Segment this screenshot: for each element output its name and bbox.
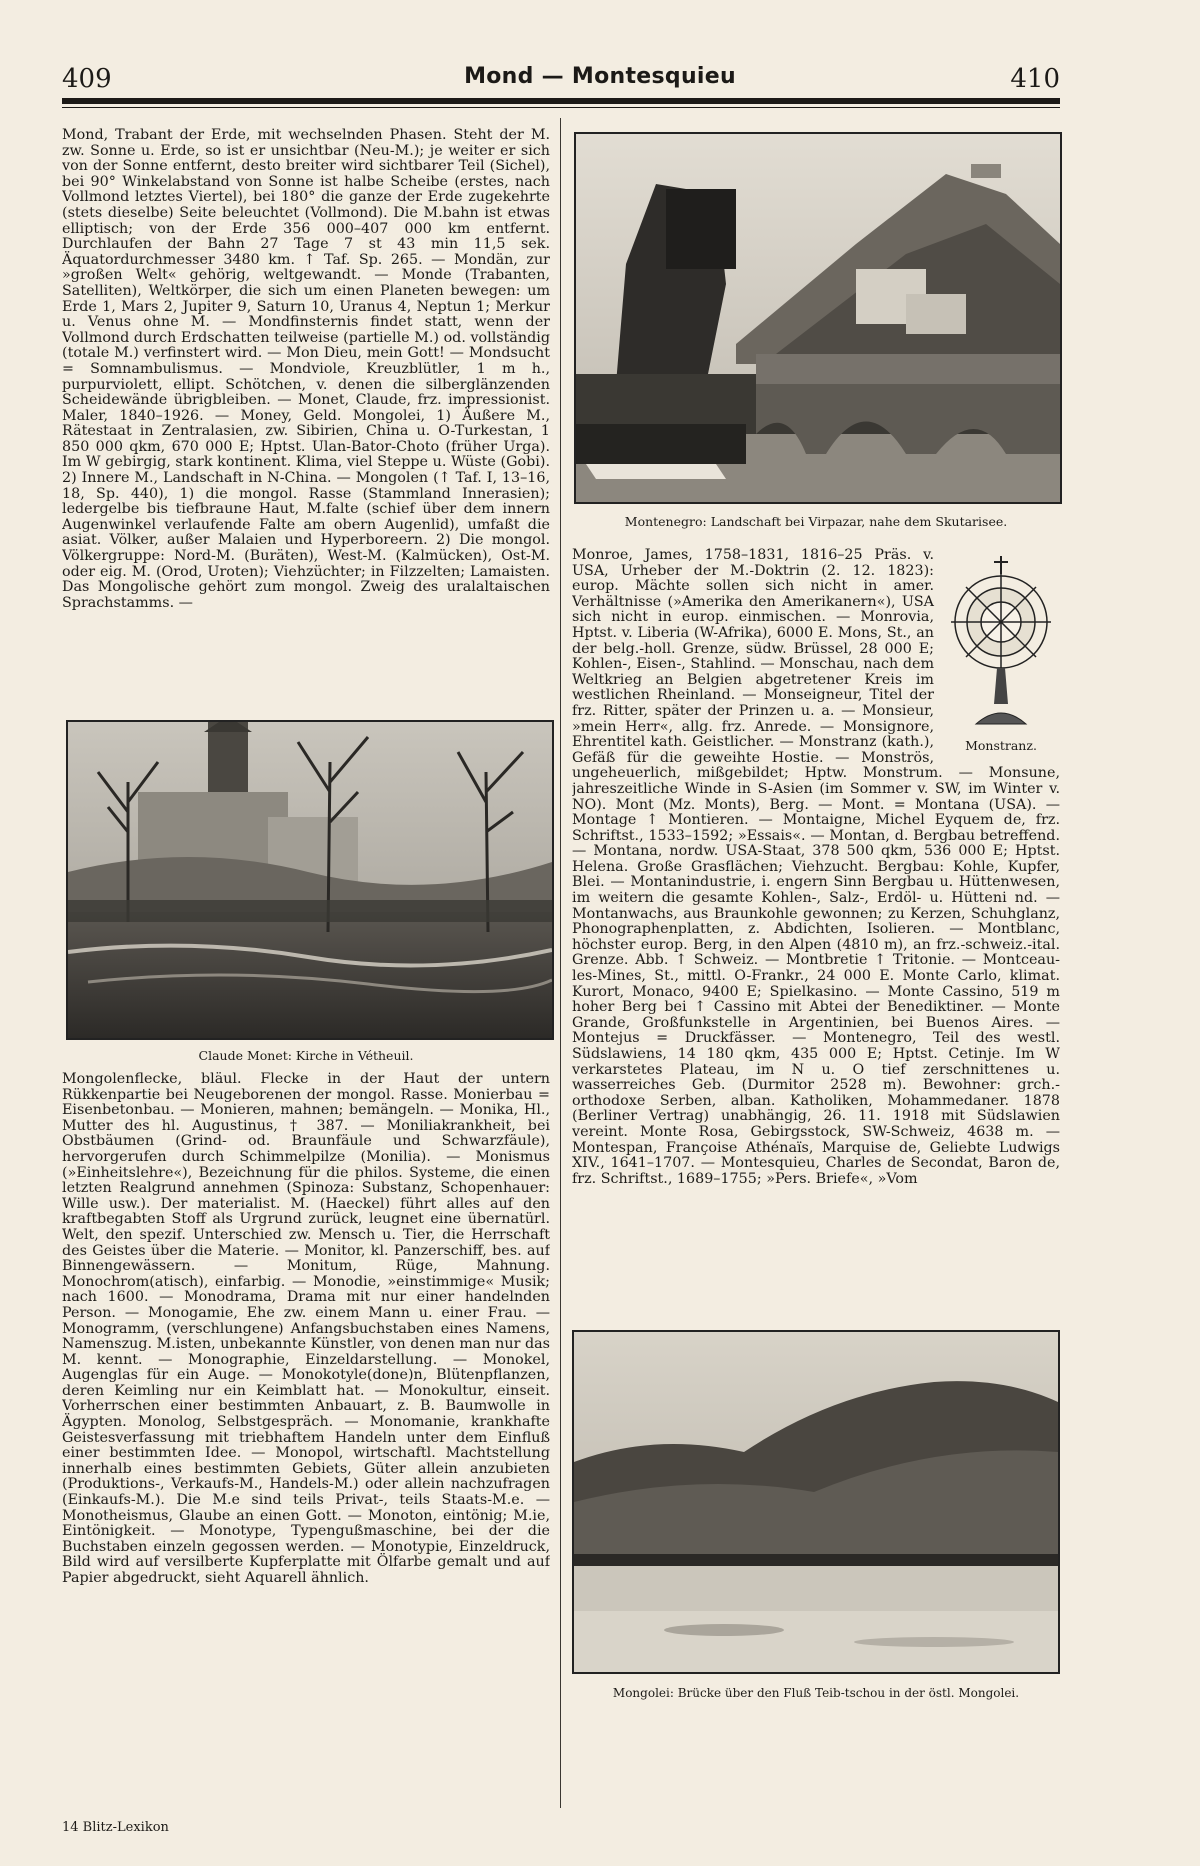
monstranz-illustration (942, 554, 1060, 759)
caption-montenegro: Montenegro: Landschaft bei Virpazar, nahe dem Skutarisee. (624, 514, 1008, 529)
entry-text-monroe: Monroe, James, 1758–1831, 1816–25 Präs. v. USA, Urheber der M.-Doktrin (2. 12. 1823): europ. Mächte sollen sich nicht in amer. Verhältnisse (»Amerika den Amerikanern«), USA sich nicht in europ. einmischen. — Monrovia, Hptst. v. Liberia (W-Afrika), 6000 E. Mons, St., an der belg.-holl. Grenze, südw. Brüssel, 28 000 E; Kohlen-, Eisen-, Stahlind. — Monschau, nach dem Weltkrieg an Belgien abgetretener Kreis im westlichen Rheinland. — Monseigneur, Titel der frz. Ritter, später der Prinzen u. a. — Monsieur, »mein Herr«, allg. frz. Anrede. — Monsignore, Ehrentitel kath. Geistlicher. — Monstranz (kath.), Gefäß für die geweihte Hostie. — Monströs, ungeheuerlich, mißgebildet; Hptw. Monstrum. — Monsune, jahreszeitliche Winde in S-Asien (im Sommer v. SW, im Winter v. NO). Mont (Mz. Monts), Berg. — Mont. = Montana (USA). — Montage ↑ Montieren. — Montaigne, Michel Eyquem de, frz. Schriftst., 1533–1592; »Essais«. — Montan, d. Bergbau betreffend. — Montana, nordw. USA-Staat, 378 500 qkm, 536 000 E; Hptst. Helena. Große Grasflächen; Viehzucht. Bergbau: Kohle, Kupfer, Blei. — Montanindustrie, i. engern Sinn Bergbau u. Hüttenwesen, im weitern die gesamte Kohlen-, Salz-, Erdöl- u. Hütteni nd. — Montanwachs, aus Braunkohle gewonnen; zu Kerzen, Schuhglanz, Phonographenplatten, z. Abdichten, Isolieren. — Montblanc, höchster europ. Berg, in den Alpen (4810 m), an frz.-schweiz.-ital. Grenze. Abb. ↑ Schweiz. — Montbretie ↑ Tritonie. — Montceau-les-Mines, St., mittl. O-Frankr., 24 000 E. Monte Carlo, klimat. Kurort, Monaco, 9400 E; Spielkasino. — Monte Cassino, 519 m hoher Berg bei ↑ Cassino mit Abtei der Benediktiner. — Monte Grande, Großfunkstelle in Argentinien, bei Buenos Aires. — Montejus = Druckfässer. — Montenegro, Teil des westl. Südslawiens, 14 180 qkm, 435 000 E; Hptst. Cetinje. Im W verkarstetes Plateau, im N u. O tief zerschnittenes u. wasserreiches Geb. (Durmitor 2528 m). Bewohner: grch.-orthodoxe Serben, alban. Katholiken, Mohammedaner. 1878 (Berliner Vertrag) unabhängig, 26. 11. 1918 mit Südslawien vereint. Monte Rosa, Gebirgsstock, SW-Schweiz, 4638 m. — Montespan, Françoise Athénaïs, Marquise de, Geliebte Ludwigs XIV., 1641–1707. — Montesquieu, Charles de Secondat, Baron de, frz. Schriftst., 1689–1755; »Pers. Briefe«, »Vom (572, 548, 1060, 1187)
entry-text-mongolenflecke: Mongolenflecke, bläul. Flecke in der Haut der untern Rükkenpartie bei Neugeborenen der mongol. Rasse. Monierbau = Eisenbetonbau. — Monieren, mahnen; bemängeln. — Monika, Hl., Mutter des hl. Augustinus, † 387. — Moniliakrankheit, bei Obstbäumen (Grind- od. Braunfäule und Schwarzfäule), hervorgerufen durch Schimmelpilze (Monilia). — Monismus (»Einheitslehre«), Bezeichnung für die philos. Systeme, die einen letzten Realgrund annehmen (Spinoza: Substanz, Schopenhauer: Wille usw.). Der materialist. M. (Haeckel) führt alles auf den kraftbegabten Stoff als Urgrund zurück, leugnet eine übernatürl. Welt, den spezif. Unterschied zw. Mensch u. Tier, die Herrschaft des Geistes über die Materie. — Monitor, kl. Panzerschiff, bes. auf Binnengewässern. — Monitum, Rüge, Mahnung. Monochrom(atisch), einfarbig. — Monodie, »einstimmige« Musik; nach 1600. — Monodrama, Drama mit nur einer handelnden Person. — Monogamie, Ehe zw. einem Mann u. einer Frau. — Monogramm, (verschlungene) Anfangsbuchstaben eines Namens, Namenszug. M.isten, unbekannte Künstler, von denen man nur das M. kennt. — Monographie, Einzeldarstellung. — Monokel, Augenglas für ein Auge. — Monokotyle(done)n, Blütenpflanzen, deren Keimling nur ein Keimblatt hat. — Monokultur, einseit. Vorherrschen einer bestimmten Anbauart, z. B. Baumwolle in Ägypten. Monolog, Selbstgespräch. — Monomanie, krankhafte Geistesverfassung mit triebhaftem Handeln unter dem Einfluß einer bestimmten Idee. — Monopol, wirtschaftl. Machtstellung innerhalb eines bestimmten Gebiets, Güter allein anzubieten (Produktions-, Verkaufs-M., Handels-M.) oder allein nachzufragen (Einkaufs-M.). Die M.e sind teils Privat-, teils Staats-M.e. — Monotheismus, Glaube an einen Gott. — Monoton, eintönig; M.ie, Eintönigkeit. — Monotype, Typengußmaschine, bei der die Buchstaben einzeln gegossen werden. — Monotypie, Einzeldruck, Bild wird auf versilberte Kupferplatte mit Ölfarbe gemalt und auf Papier abgedruckt, sieht Aquarell ähnlich. (62, 1072, 550, 1586)
caption-monet: Claude Monet: Kirche in Vétheuil. (198, 1048, 414, 1063)
column-divider (560, 118, 561, 1808)
column-right-middle (572, 548, 1060, 1318)
column-left-bottom (62, 1072, 550, 1712)
column-left-top (62, 128, 550, 716)
header-rule-thin (62, 107, 1060, 108)
montenegro-photo-image (574, 132, 1062, 504)
footer-signature: 14 Blitz-Lexikon (62, 1820, 169, 1835)
page-number-right: 410 (1010, 64, 1060, 94)
caption-mongolei: Mongolei: Brücke über den Fluß Teib-tschou in der östl. Mongolei. (612, 1686, 1020, 1700)
mongolei-photo-image (572, 1330, 1060, 1674)
entry-text-mond: Mond, Trabant der Erde, mit wechselnden Phasen. Steht der M. zw. Sonne u. Erde, so ist er unsichtbar (Neu-M.); je weiter er sich von der Sonne entfernt, desto breiter wird sichtbarer Teil (Sichel), bei 90° Winkelabstand von Sonne ist halbe Scheibe (erstes, nach Vollmond letztes Viertel), bei 180° die ganze der Erde zugekehrte (stets dieselbe) Seite beleuchtet (Vollmond). Die M.bahn ist etwas elliptisch; von der Erde 356 000–407 000 km entfernt. Durchlaufen der Bahn 27 Tage 7 st 43 min 11,5 sek. Äquatordurchmesser 3480 km. ↑ Taf. Sp. 265. — Mondän, zur »großen Welt« gehörig, weltgewandt. — Monde (Trabanten, Satelliten), Weltkörper, die sich um einen Planeten bewegen: um Erde 1, Mars 2, Jupiter 9, Saturn 10, Uranus 4, Neptun 1; Merkur u. Venus ohne M. — Mondfinsternis findet statt, wenn der Vollmond durch Erdschatten teilweise (partielle M.) od. vollständig (totale M.) verfinstert wird. — Mon Dieu, mein Gott! — Mondsucht = Somnambulismus. — Mondviole, Kreuzblütler, 1 m h., purpurviolett, ellipt. Schötchen, v. denen die silberglänzenden Scheidewände übrigbleiben. — Monet, Claude, frz. impressionist. Maler, 1840–1926. — Money, Geld. Mongolei, 1) Äußere M., Rätestaat in Zentralasien, zw. Sibirien, China u. O-Turkestan, 1 850 000 qkm, 670 000 E; Hptst. Ulan-Bator-Choto (früher Urga). Im W gebirgig, stark kontinent. Klima, viel Steppe u. Wüste (Gobi). 2) Innere M., Landschaft in N-China. — Mongolen (↑ Taf. I, 13–16, 18, Sp. 440), 1) die mongol. Rasse (Stammland Innerasien); ledergelbe bis tiefbraune Haut, M.falte (schief über dem innern Augenwinkel verlaufende Falte am obern Augenlid), umfaßt die asiat. Völker, außer Malaien und Hyperboreern. 2) Die mongol. Völkergruppe: Nord-M. (Buräten), West-M. (Kalmücken), Ost-M. oder eig. M. (Orod, Uroten); Viehzüchter; in Filzzelten; Lamaisten. Das Mongolische gehört zum mongol. Zweig des uralaltaischen Sprachstamms. — (62, 128, 550, 611)
monet-painting-image (66, 720, 554, 1040)
caption-monstranz: Monstranz. (965, 738, 1037, 753)
header-rule (62, 98, 1060, 104)
running-head: Mond — Montesquieu (464, 64, 736, 89)
page-number-left: 409 (62, 64, 112, 94)
